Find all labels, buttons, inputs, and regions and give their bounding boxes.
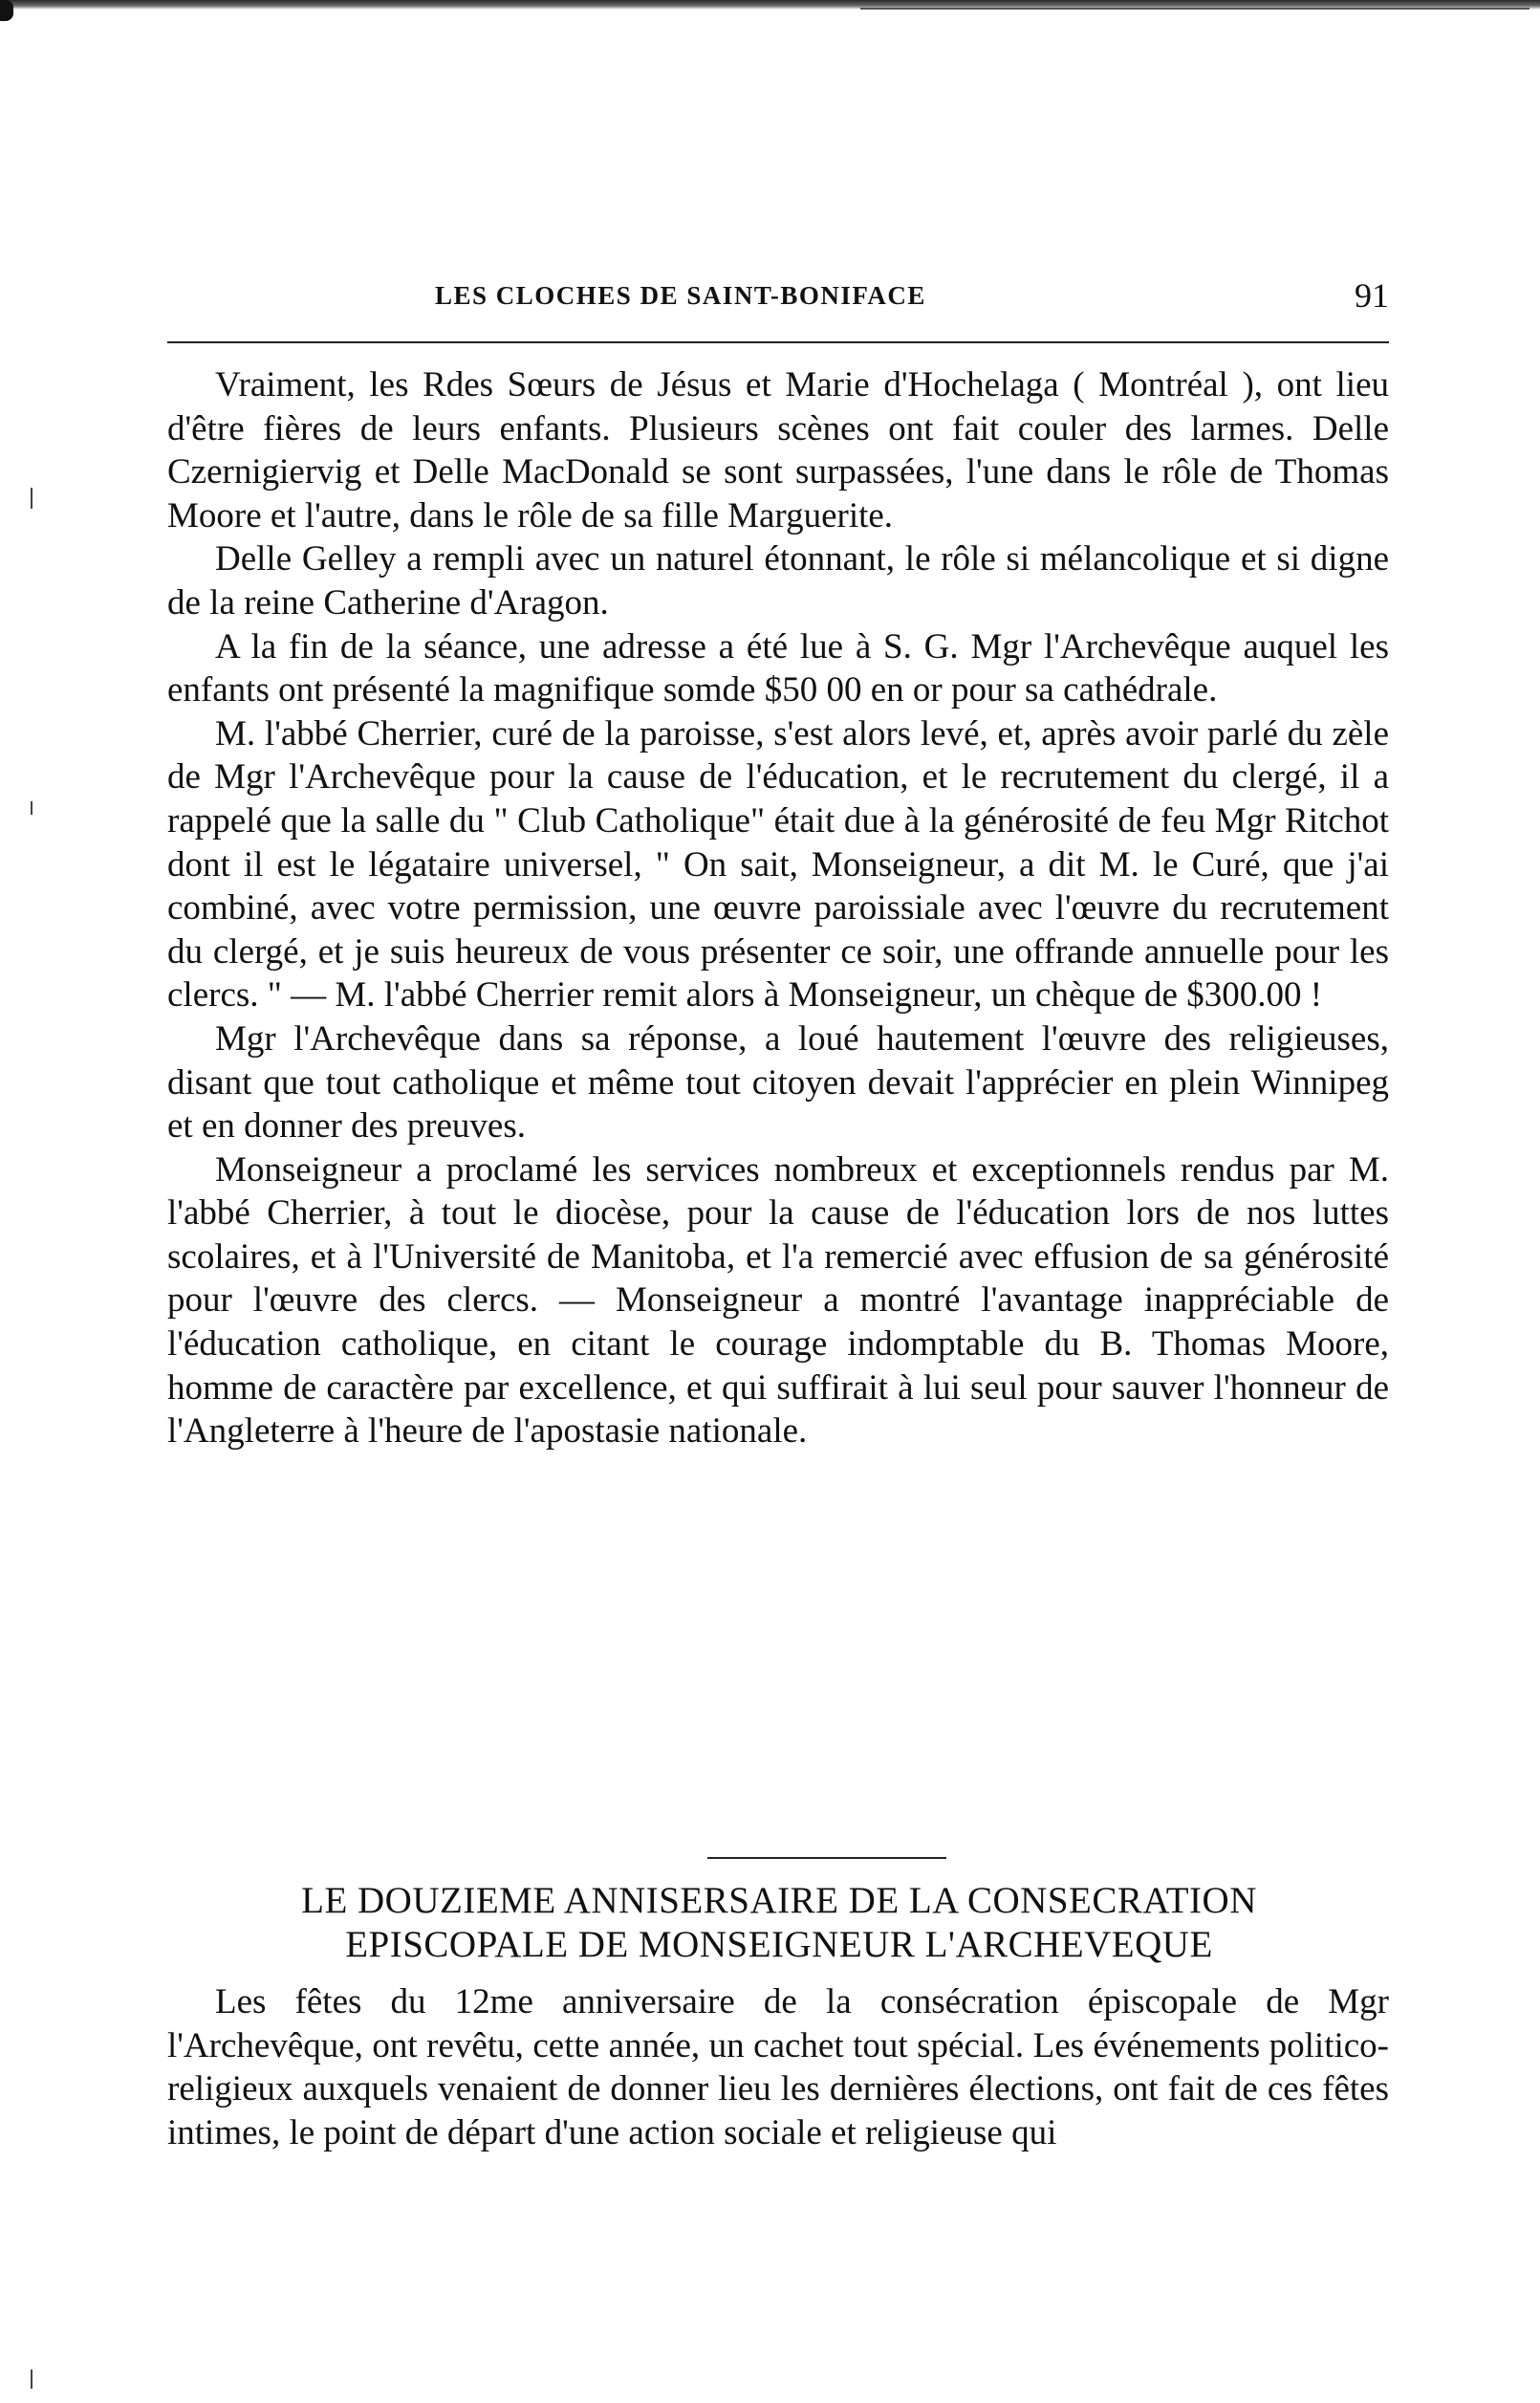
section-heading bbox=[143, 1879, 1415, 1967]
main-text bbox=[167, 363, 1389, 1453]
section-text bbox=[167, 1980, 1389, 2154]
scan-corner-mark bbox=[0, 0, 13, 21]
header-rule bbox=[167, 341, 1389, 343]
paragraph: Delle Gelley a rempli avec un naturel étonnant, le rôle si mélancolique et si digne de la reine Catherine d'Aragon. bbox=[167, 539, 1389, 623]
page-number: 91 bbox=[1355, 276, 1389, 315]
page-header bbox=[167, 275, 1389, 327]
paragraph: Monseigneur a proclamé les services nombreux et exceptionnels rendus par M. l'abbé Cherrier, à tout le diocèse, pour la cause de l'éducation lors de nos luttes scolaires, et à l'Université de Manitoba, et l'a remercié avec effusion de sa générosité pour l'œuvre des clercs. — Monseigneur a montré l'avantage inappréciable de l'éducation catholique, en citant le courage indomptable du B. Thomas Moore, homme de caractère par excellence, et qui suffirait à lui seul pour sauver l'honneur de l'Angleterre à l'heure de l'apostasie nationale. bbox=[167, 1149, 1389, 1452]
paragraph: Vraiment, les Rdes Sœurs de Jésus et Marie d'Hochelaga ( Montréal ), ont lieu d'être fières de leurs enfants. Plusieurs scènes ont fait couler des larmes. Delle Czernigiervig et Delle MacDonald se sont surpassées, l'une dans le rôle de Thomas Moore et l'autre, dans le rôle de sa fille Marguerite. bbox=[167, 365, 1389, 535]
paragraph: Les fêtes du 12me anniversaire de la consécration épiscopale de Mgr l'Archevêque, ont revêtu, cette année, un cachet tout spécial. Les événements politico-religieux auxquels venaient de donner lieu les dernières élections, ont fait de ces fêtes intimes, le point de départ d'une action sociale et religieuse qui bbox=[167, 1982, 1389, 2152]
scan-edge-line bbox=[860, 8, 1529, 10]
section-heading-line: LE DOUZIEME ANNISERSAIRE DE LA CONSECRATION bbox=[301, 1880, 1257, 1921]
section-divider bbox=[707, 1857, 946, 1859]
margin-mark bbox=[31, 488, 33, 509]
paragraph: Mgr l'Archevêque dans sa réponse, a loué hautement l'œuvre des religieuses, disant que tout catholique et même tout citoyen devait l'apprécier en plein Winnipeg et en donner des preuves. bbox=[167, 1018, 1389, 1147]
paragraph: M. l'abbé Cherrier, curé de la paroisse, s'est alors levé, et, après avoir parlé du zèle de Mgr l'Archevêque pour la cause de l'éducation, et le recrutement du clergé, il a rappelé que la salle du " Club Catholique" était due à la générosité de feu Mgr Ritchot dont il est le légataire universel, " On sait, Monseigneur, a dit M. le Curé, que j'ai combiné, avec votre permission, une œuvre paroissiale avec l'œuvre du recrutement du clergé, et je suis heureux de vous présenter ce soir, une offrande annuelle pour les clercs. " — M. l'abbé Cherrier remit alors à Monseigneur, un chèque de $300.00 ! bbox=[167, 713, 1389, 1016]
section-heading-line: EPISCOPALE DE MONSEIGNEUR L'ARCHEVEQUE bbox=[345, 1924, 1213, 1965]
paragraph: A la fin de la séance, une adresse a été lue à S. G. Mgr l'Archevêque auquel les enfants ont présenté la magnifique somde $50 00 en or pour sa cathédrale. bbox=[167, 626, 1389, 710]
margin-mark bbox=[31, 2370, 33, 2389]
running-title: LES CLOCHES DE SAINT-BONIFACE bbox=[435, 281, 926, 310]
margin-mark bbox=[31, 801, 33, 815]
